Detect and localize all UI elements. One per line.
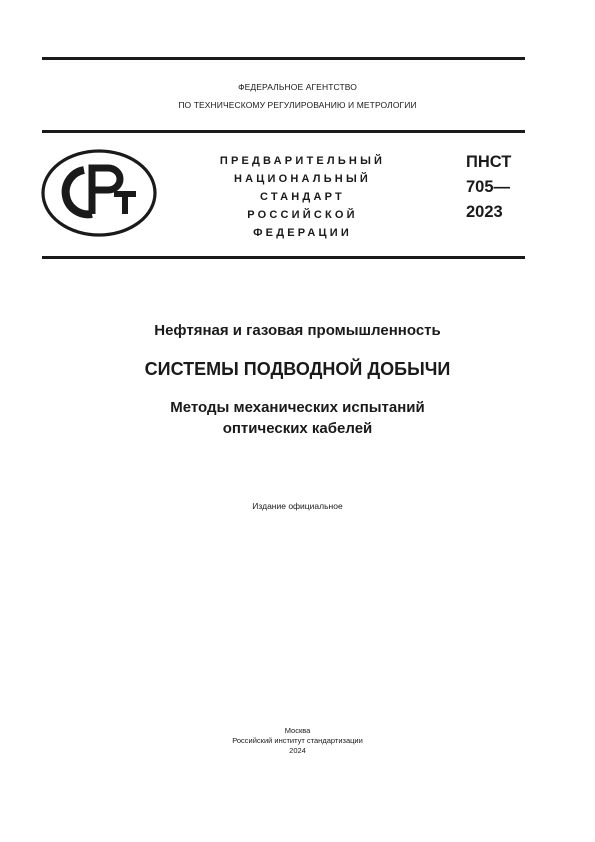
status-line-1: ПРЕДВАРИТЕЛЬНЫЙ xyxy=(219,155,386,167)
header-bottom-divider xyxy=(42,256,525,259)
publisher-city: Москва xyxy=(284,726,311,735)
document-subtitle-line2: оптических кабелей xyxy=(222,420,373,437)
header-divider xyxy=(42,130,525,133)
publication-year: 2024 xyxy=(289,746,306,755)
standard-code-year: 2023 xyxy=(466,203,503,221)
status-line-2: НАЦИОНАЛЬНЫЙ xyxy=(233,173,372,185)
standard-code-number: 705— xyxy=(466,178,511,196)
publisher-name: Российский институт стандартизации xyxy=(232,736,363,745)
document-title: СИСТЕМЫ ПОДВОДНОЙ ДОБЫЧИ xyxy=(144,359,451,379)
standard-code-prefix: ПНСТ xyxy=(466,153,512,171)
status-line-3: СТАНДАРТ xyxy=(260,191,345,203)
status-line-5: ФЕДЕРАЦИИ xyxy=(253,227,352,239)
agency-name-line1: ФЕДЕРАЛЬНОЕ АГЕНТСТВО xyxy=(238,82,357,92)
gost-r-logo-icon xyxy=(40,148,160,238)
status-line-4: РОССИЙСКОЙ xyxy=(247,209,358,221)
agency-name-line2: ПО ТЕХНИЧЕСКОМУ РЕГУЛИРОВАНИЮ И МЕТРОЛОГИИ xyxy=(178,100,417,110)
industry-heading: Нефтяная и газовая промышленность xyxy=(154,322,441,339)
edition-note: Издание официальное xyxy=(252,501,343,511)
document-subtitle-line1: Методы механических испытаний xyxy=(170,399,425,416)
top-divider xyxy=(42,57,525,60)
